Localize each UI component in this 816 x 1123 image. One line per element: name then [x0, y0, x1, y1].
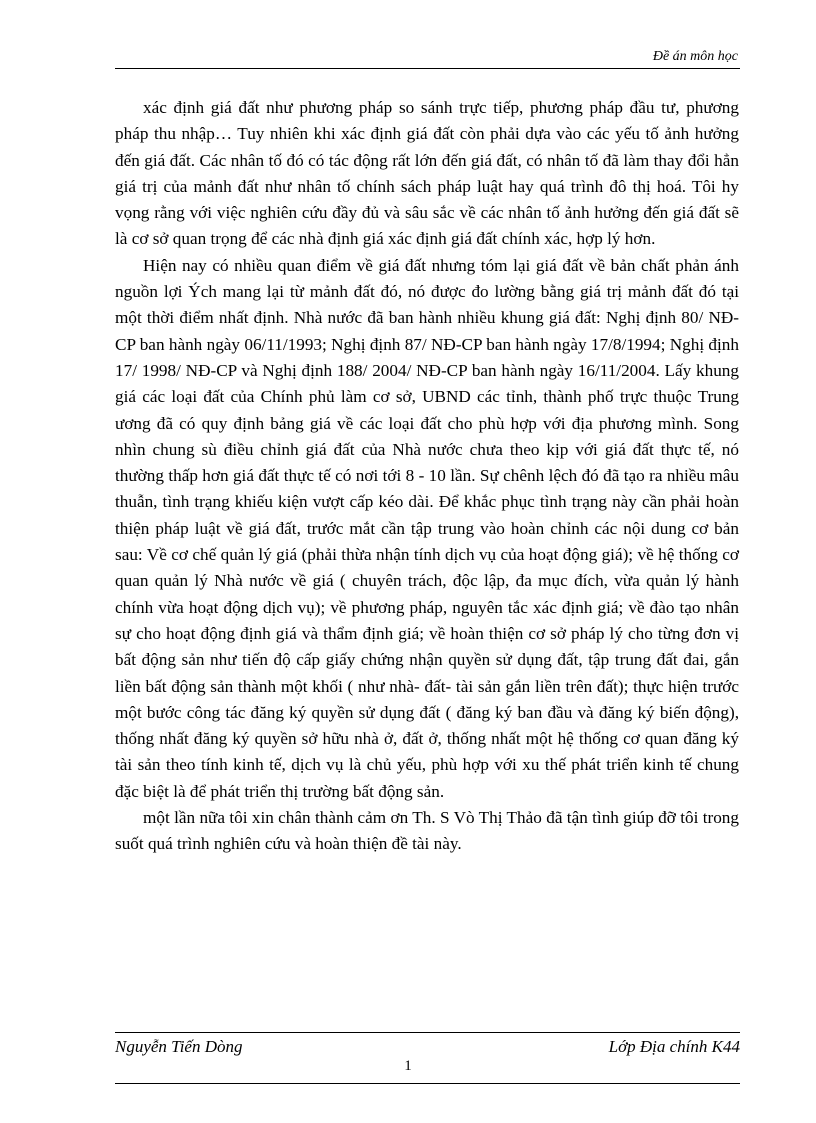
footer-divider [115, 1032, 740, 1033]
page-number: 1 [404, 1058, 412, 1074]
paragraph-2: Hiện nay có nhiều quan điểm về giá đất nhưng tóm lại giá đất về bản chất phản ánh nguồn lợi Ých mang lại từ mảnh đất đó, nó được đo lường bằng giá trị mảnh đất đó tại một thời điểm nhất định. Nhà nước đã ban hành nhiều khung giá đất: Nghị định 80/ NĐ-CP ban hành ngày 06/11/1993; Nghị định 87/ NĐ-CP ban hành ngày 17/8/1994; Nghị định 17/ 1998/ NĐ-CP và Nghị định 188/ 2004/ NĐ-CP ban hành ngày 16/11/2004. Lấy khung giá các loại đất của Chính phủ làm cơ sở, UBND các tỉnh, thành phố trực thuộc Trung ương đã có quy định bảng giá về các loại đất cho phù hợp với địa phương mình. Song nhìn chung sù điều chỉnh giá đất của Nhà nước chưa theo kịp với giá đất thực tế, nó thường thấp hơn giá đất thực tế có nơi tới 8 - 10 lần. Sự chênh lệch đó đã tạo ra nhiều mâu thuẫn, tình trạng khiếu kiện vượt cấp kéo dài. Để khắc phục tình trạng này cần phải hoàn thiện pháp luật về giá đất, trước mắt cần tập trung vào hoàn chỉnh các nội dung cơ bản sau: Về cơ chế quản lý giá (phải thừa nhận tính dịch vụ của hoạt động giá); về hệ thống cơ quan quản lý Nhà nước về giá ( chuyên trách, độc lập, đa mục đích, vừa quản lý hành chính vừa hoạt động dịch vụ); về phương pháp, nguyên tắc xác định giá; về đào tạo nhân sự cho hoạt động định giá và thẩm định giá; về hoàn thiện cơ sở pháp lý cho từng đơn vị bất động sản như tiến độ cấp giấy chứng nhận quyền sử dụng đất, tập trung đất đai, gắn liền bất động sản thành một khối ( như nhà- đất- tài sản gắn liền trên đất); thực hiện trước một bước công tác đăng ký quyền sử dụng đất ( đăng ký ban đầu và đăng ký biến động), thống nhất đăng ký quyền sở hữu nhà ở, đất ở, thống nhất một hệ thống cơ quan đăng ký tài sản theo tính kinh tế, dịch vụ là chủ yếu, phù hợp với xu thế phát triển kinh tế chung đặc biệt là để phát triển thị trường bất động sản. [115, 255, 739, 801]
header-title: Đề án môn học [652, 49, 738, 64]
document-body [115, 95, 739, 858]
paragraph-1: xác định giá đất như phương pháp so sánh trực tiếp, phương pháp đầu tư, phương pháp thu nhập… Tuy nhiên khi xác định giá đất còn phải dựa vào các yếu tố ảnh hưởng đến giá đất. Các nhân tố đó có tác động rất lớn đến giá đất, có nhân tố đã làm thay đổi hẳn giá trị của mảnh đất như nhân tố chính sách pháp luật hay quá trình đô thị hoá. Tôi hy vọng rằng với việc nghiên cứu đầy đủ và sâu sắc về các nhân tố ảnh hưởng đến giá đất sẽ là cơ sở quan trọng để các nhà định giá xác định giá đất chính xác, hợp lý hơn. [115, 98, 739, 249]
header-divider [115, 68, 740, 69]
footer-class: Lớp Địa chính K44 [608, 1037, 740, 1056]
paragraph-3: một lần nữa tôi xin chân thành cảm ơn Th. S Vò Thị Thảo đã tận tình giúp đỡ tôi trong suốt quá trình nghiên cứu và hoàn thiện đề tài này. [115, 808, 739, 854]
footer-author: Nguyễn Tiến Dòng [115, 1037, 243, 1056]
bottom-divider [115, 1083, 740, 1084]
